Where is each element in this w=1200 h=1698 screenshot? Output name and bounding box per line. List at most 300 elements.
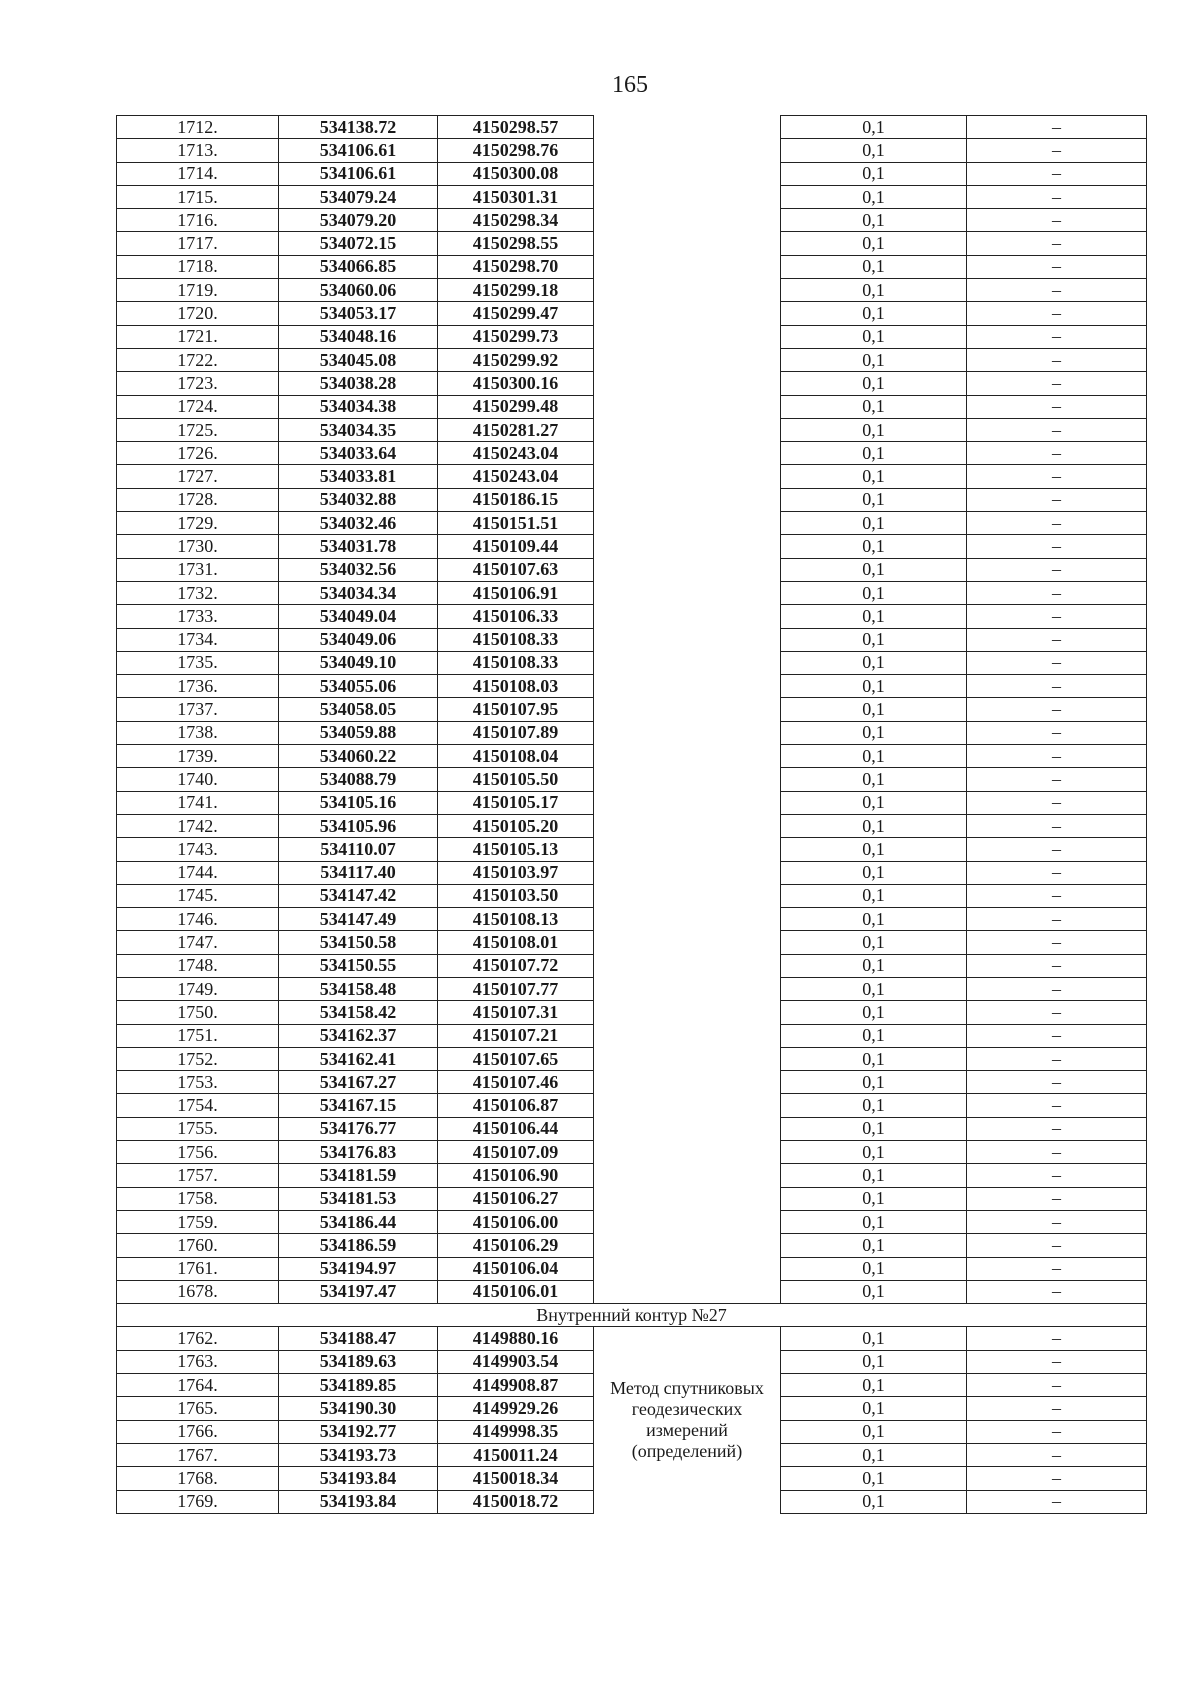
point-number: 1730. xyxy=(117,535,279,558)
coord-x: 534150.58 xyxy=(279,931,438,954)
page-number: 165 xyxy=(612,72,648,98)
note-dash: – xyxy=(967,325,1147,348)
note-dash: – xyxy=(967,1397,1147,1420)
coord-y: 4150107.95 xyxy=(438,698,594,721)
note-dash: – xyxy=(967,745,1147,768)
point-number: 1754. xyxy=(117,1094,279,1117)
coord-x: 534181.59 xyxy=(279,1164,438,1187)
note-dash: – xyxy=(967,1467,1147,1490)
point-number: 1765. xyxy=(117,1397,279,1420)
note-dash: – xyxy=(967,628,1147,651)
coord-x: 534186.59 xyxy=(279,1234,438,1257)
accuracy: 0,1 xyxy=(781,1117,967,1140)
accuracy: 0,1 xyxy=(781,1443,967,1466)
point-number: 1678. xyxy=(117,1280,279,1303)
accuracy: 0,1 xyxy=(781,1327,967,1350)
accuracy: 0,1 xyxy=(781,1467,967,1490)
accuracy: 0,1 xyxy=(781,465,967,488)
coord-x: 534048.16 xyxy=(279,325,438,348)
coord-x: 534034.34 xyxy=(279,581,438,604)
coord-x: 534032.56 xyxy=(279,558,438,581)
coord-y: 4150108.13 xyxy=(438,908,594,931)
point-number: 1761. xyxy=(117,1257,279,1280)
accuracy: 0,1 xyxy=(781,1024,967,1047)
coord-x: 534193.84 xyxy=(279,1490,438,1513)
note-dash: – xyxy=(967,372,1147,395)
point-number: 1750. xyxy=(117,1001,279,1024)
coord-x: 534034.38 xyxy=(279,395,438,418)
note-dash: – xyxy=(967,209,1147,232)
point-number: 1752. xyxy=(117,1047,279,1070)
point-number: 1768. xyxy=(117,1467,279,1490)
note-dash: – xyxy=(967,1001,1147,1024)
coord-y: 4150107.65 xyxy=(438,1047,594,1070)
accuracy: 0,1 xyxy=(781,884,967,907)
accuracy: 0,1 xyxy=(781,721,967,744)
coord-x: 534193.73 xyxy=(279,1443,438,1466)
note-dash: – xyxy=(967,116,1147,139)
accuracy: 0,1 xyxy=(781,139,967,162)
coord-x: 534197.47 xyxy=(279,1280,438,1303)
accuracy: 0,1 xyxy=(781,1094,967,1117)
coord-y: 4150103.50 xyxy=(438,884,594,907)
point-number: 1755. xyxy=(117,1117,279,1140)
note-dash: – xyxy=(967,768,1147,791)
coord-y: 4150106.00 xyxy=(438,1210,594,1233)
point-number: 1737. xyxy=(117,698,279,721)
accuracy: 0,1 xyxy=(781,768,967,791)
point-number: 1732. xyxy=(117,581,279,604)
accuracy: 0,1 xyxy=(781,1141,967,1164)
note-dash: – xyxy=(967,418,1147,441)
coord-x: 534186.44 xyxy=(279,1210,438,1233)
accuracy: 0,1 xyxy=(781,512,967,535)
accuracy: 0,1 xyxy=(781,1350,967,1373)
coord-y: 4149998.35 xyxy=(438,1420,594,1443)
coord-y: 4150018.72 xyxy=(438,1490,594,1513)
point-number: 1728. xyxy=(117,488,279,511)
point-number: 1718. xyxy=(117,255,279,278)
coord-x: 534158.48 xyxy=(279,977,438,1000)
coord-x: 534060.22 xyxy=(279,745,438,768)
accuracy: 0,1 xyxy=(781,1047,967,1070)
accuracy: 0,1 xyxy=(781,581,967,604)
note-dash: – xyxy=(967,535,1147,558)
accuracy: 0,1 xyxy=(781,838,967,861)
coord-y: 4150299.18 xyxy=(438,279,594,302)
note-dash: – xyxy=(967,1257,1147,1280)
accuracy: 0,1 xyxy=(781,628,967,651)
point-number: 1723. xyxy=(117,372,279,395)
note-dash: – xyxy=(967,1280,1147,1303)
coord-x: 534105.96 xyxy=(279,814,438,837)
accuracy: 0,1 xyxy=(781,255,967,278)
note-dash: – xyxy=(967,1210,1147,1233)
point-number: 1743. xyxy=(117,838,279,861)
table-row xyxy=(117,116,1147,139)
note-dash: – xyxy=(967,908,1147,931)
note-dash: – xyxy=(967,185,1147,208)
point-number: 1741. xyxy=(117,791,279,814)
coord-y: 4150107.31 xyxy=(438,1001,594,1024)
point-number: 1734. xyxy=(117,628,279,651)
point-number: 1725. xyxy=(117,418,279,441)
coord-x: 534033.81 xyxy=(279,465,438,488)
coord-y: 4150011.24 xyxy=(438,1443,594,1466)
coord-y: 4150107.72 xyxy=(438,954,594,977)
note-dash: – xyxy=(967,232,1147,255)
note-dash: – xyxy=(967,395,1147,418)
table-row xyxy=(117,1327,1147,1350)
note-dash: – xyxy=(967,1327,1147,1350)
coord-y: 4150107.46 xyxy=(438,1071,594,1094)
note-dash: – xyxy=(967,1141,1147,1164)
accuracy: 0,1 xyxy=(781,302,967,325)
point-number: 1726. xyxy=(117,442,279,465)
note-dash: – xyxy=(967,977,1147,1000)
accuracy: 0,1 xyxy=(781,1397,967,1420)
accuracy: 0,1 xyxy=(781,209,967,232)
point-number: 1717. xyxy=(117,232,279,255)
section-title: Внутренний контур №27 xyxy=(117,1304,1147,1327)
coord-x: 534147.49 xyxy=(279,908,438,931)
note-dash: – xyxy=(967,838,1147,861)
coord-y: 4150105.50 xyxy=(438,768,594,791)
point-number: 1744. xyxy=(117,861,279,884)
accuracy: 0,1 xyxy=(781,185,967,208)
coord-y: 4150105.20 xyxy=(438,814,594,837)
note-dash: – xyxy=(967,1490,1147,1513)
coord-y: 4150243.04 xyxy=(438,465,594,488)
point-number: 1764. xyxy=(117,1374,279,1397)
point-number: 1746. xyxy=(117,908,279,931)
note-dash: – xyxy=(967,884,1147,907)
accuracy: 0,1 xyxy=(781,348,967,371)
note-dash: – xyxy=(967,139,1147,162)
note-dash: – xyxy=(967,1420,1147,1443)
coord-x: 534034.35 xyxy=(279,418,438,441)
coord-y: 4150299.48 xyxy=(438,395,594,418)
section-row xyxy=(117,1304,1147,1327)
note-dash: – xyxy=(967,721,1147,744)
coord-y: 4150106.44 xyxy=(438,1117,594,1140)
coord-x: 534188.47 xyxy=(279,1327,438,1350)
coord-x: 534194.97 xyxy=(279,1257,438,1280)
coord-x: 534192.77 xyxy=(279,1420,438,1443)
point-number: 1716. xyxy=(117,209,279,232)
accuracy: 0,1 xyxy=(781,1001,967,1024)
accuracy: 0,1 xyxy=(781,861,967,884)
coord-y: 4150299.92 xyxy=(438,348,594,371)
coord-y: 4150108.33 xyxy=(438,651,594,674)
point-number: 1769. xyxy=(117,1490,279,1513)
accuracy: 0,1 xyxy=(781,1490,967,1513)
accuracy: 0,1 xyxy=(781,395,967,418)
note-dash: – xyxy=(967,651,1147,674)
point-number: 1720. xyxy=(117,302,279,325)
note-dash: – xyxy=(967,1164,1147,1187)
coord-y: 4150107.77 xyxy=(438,977,594,1000)
coord-y: 4150108.01 xyxy=(438,931,594,954)
coord-y: 4150106.04 xyxy=(438,1257,594,1280)
coord-x: 534060.06 xyxy=(279,279,438,302)
point-number: 1724. xyxy=(117,395,279,418)
accuracy: 0,1 xyxy=(781,1420,967,1443)
coord-x: 534088.79 xyxy=(279,768,438,791)
coord-y: 4149880.16 xyxy=(438,1327,594,1350)
coordinates-table xyxy=(116,115,1147,1514)
accuracy: 0,1 xyxy=(781,1257,967,1280)
point-number: 1733. xyxy=(117,605,279,628)
point-number: 1742. xyxy=(117,814,279,837)
coord-x: 534106.61 xyxy=(279,162,438,185)
accuracy: 0,1 xyxy=(781,1280,967,1303)
coord-x: 534055.06 xyxy=(279,675,438,698)
coord-y: 4150298.76 xyxy=(438,139,594,162)
accuracy: 0,1 xyxy=(781,1164,967,1187)
point-number: 1759. xyxy=(117,1210,279,1233)
note-dash: – xyxy=(967,931,1147,954)
accuracy: 0,1 xyxy=(781,535,967,558)
note-dash: – xyxy=(967,1094,1147,1117)
coord-y: 4150243.04 xyxy=(438,442,594,465)
coord-x: 534049.06 xyxy=(279,628,438,651)
coord-x: 534106.61 xyxy=(279,139,438,162)
coord-y: 4150186.15 xyxy=(438,488,594,511)
coord-y: 4150106.91 xyxy=(438,581,594,604)
note-dash: – xyxy=(967,1350,1147,1373)
coord-x: 534105.16 xyxy=(279,791,438,814)
coord-y: 4150105.17 xyxy=(438,791,594,814)
accuracy: 0,1 xyxy=(781,325,967,348)
point-number: 1715. xyxy=(117,185,279,208)
note-dash: – xyxy=(967,1047,1147,1070)
note-dash: – xyxy=(967,1234,1147,1257)
accuracy: 0,1 xyxy=(781,791,967,814)
note-dash: – xyxy=(967,954,1147,977)
accuracy: 0,1 xyxy=(781,1071,967,1094)
point-number: 1735. xyxy=(117,651,279,674)
coord-x: 534079.24 xyxy=(279,185,438,208)
coord-x: 534031.78 xyxy=(279,535,438,558)
coord-x: 534079.20 xyxy=(279,209,438,232)
coord-y: 4150018.34 xyxy=(438,1467,594,1490)
coord-x: 534049.10 xyxy=(279,651,438,674)
coord-y: 4150107.63 xyxy=(438,558,594,581)
note-dash: – xyxy=(967,1117,1147,1140)
coord-x: 534162.41 xyxy=(279,1047,438,1070)
note-dash: – xyxy=(967,302,1147,325)
accuracy: 0,1 xyxy=(781,605,967,628)
note-dash: – xyxy=(967,698,1147,721)
coord-y: 4150109.44 xyxy=(438,535,594,558)
note-dash: – xyxy=(967,1443,1147,1466)
note-dash: – xyxy=(967,558,1147,581)
note-dash: – xyxy=(967,1024,1147,1047)
point-number: 1747. xyxy=(117,931,279,954)
point-number: 1714. xyxy=(117,162,279,185)
note-dash: – xyxy=(967,605,1147,628)
coord-y: 4150106.27 xyxy=(438,1187,594,1210)
coord-x: 534189.63 xyxy=(279,1350,438,1373)
point-number: 1721. xyxy=(117,325,279,348)
coord-y: 4150106.90 xyxy=(438,1164,594,1187)
note-dash: – xyxy=(967,1374,1147,1397)
note-dash: – xyxy=(967,581,1147,604)
point-number: 1731. xyxy=(117,558,279,581)
coord-y: 4150298.55 xyxy=(438,232,594,255)
coord-x: 534176.77 xyxy=(279,1117,438,1140)
point-number: 1729. xyxy=(117,512,279,535)
coord-x: 534176.83 xyxy=(279,1141,438,1164)
point-number: 1758. xyxy=(117,1187,279,1210)
coord-x: 534167.15 xyxy=(279,1094,438,1117)
note-dash: – xyxy=(967,255,1147,278)
note-dash: – xyxy=(967,488,1147,511)
note-dash: – xyxy=(967,348,1147,371)
coord-x: 534190.30 xyxy=(279,1397,438,1420)
point-number: 1738. xyxy=(117,721,279,744)
point-number: 1762. xyxy=(117,1327,279,1350)
coord-y: 4150300.16 xyxy=(438,372,594,395)
method-text: Метод спутниковых геодезических измерений (определений) xyxy=(594,1327,781,1513)
accuracy: 0,1 xyxy=(781,1374,967,1397)
coord-y: 4149908.87 xyxy=(438,1374,594,1397)
point-number: 1749. xyxy=(117,977,279,1000)
point-number: 1751. xyxy=(117,1024,279,1047)
note-dash: – xyxy=(967,512,1147,535)
note-dash: – xyxy=(967,861,1147,884)
coord-y: 4150106.01 xyxy=(438,1280,594,1303)
accuracy: 0,1 xyxy=(781,488,967,511)
coord-x: 534058.05 xyxy=(279,698,438,721)
coord-x: 534117.40 xyxy=(279,861,438,884)
coord-y: 4150298.34 xyxy=(438,209,594,232)
coord-y: 4150108.33 xyxy=(438,628,594,651)
point-number: 1748. xyxy=(117,954,279,977)
point-number: 1736. xyxy=(117,675,279,698)
coord-x: 534150.55 xyxy=(279,954,438,977)
coord-x: 534167.27 xyxy=(279,1071,438,1094)
coord-x: 534158.42 xyxy=(279,1001,438,1024)
point-number: 1740. xyxy=(117,768,279,791)
point-number: 1722. xyxy=(117,348,279,371)
point-number: 1745. xyxy=(117,884,279,907)
coord-y: 4150281.27 xyxy=(438,418,594,441)
accuracy: 0,1 xyxy=(781,931,967,954)
note-dash: – xyxy=(967,465,1147,488)
coord-x: 534189.85 xyxy=(279,1374,438,1397)
accuracy: 0,1 xyxy=(781,675,967,698)
coord-x: 534162.37 xyxy=(279,1024,438,1047)
blank-column xyxy=(594,116,781,1304)
coord-y: 4150106.87 xyxy=(438,1094,594,1117)
coord-y: 4150299.47 xyxy=(438,302,594,325)
accuracy: 0,1 xyxy=(781,442,967,465)
coord-x: 534045.08 xyxy=(279,348,438,371)
coord-x: 534033.64 xyxy=(279,442,438,465)
coord-y: 4150298.70 xyxy=(438,255,594,278)
coord-x: 534032.88 xyxy=(279,488,438,511)
accuracy: 0,1 xyxy=(781,372,967,395)
point-number: 1713. xyxy=(117,139,279,162)
accuracy: 0,1 xyxy=(781,1210,967,1233)
accuracy: 0,1 xyxy=(781,418,967,441)
coord-x: 534038.28 xyxy=(279,372,438,395)
coord-y: 4150108.04 xyxy=(438,745,594,768)
note-dash: – xyxy=(967,442,1147,465)
coord-x: 534032.46 xyxy=(279,512,438,535)
point-number: 1756. xyxy=(117,1141,279,1164)
accuracy: 0,1 xyxy=(781,977,967,1000)
accuracy: 0,1 xyxy=(781,232,967,255)
coord-y: 4150299.73 xyxy=(438,325,594,348)
point-number: 1719. xyxy=(117,279,279,302)
note-dash: – xyxy=(967,791,1147,814)
coord-y: 4150151.51 xyxy=(438,512,594,535)
coord-x: 534193.84 xyxy=(279,1467,438,1490)
coord-x: 534138.72 xyxy=(279,116,438,139)
accuracy: 0,1 xyxy=(781,908,967,931)
coord-y: 4150301.31 xyxy=(438,185,594,208)
coord-y: 4149903.54 xyxy=(438,1350,594,1373)
coord-y: 4150103.97 xyxy=(438,861,594,884)
coord-y: 4150300.08 xyxy=(438,162,594,185)
accuracy: 0,1 xyxy=(781,954,967,977)
accuracy: 0,1 xyxy=(781,279,967,302)
accuracy: 0,1 xyxy=(781,745,967,768)
coord-y: 4150108.03 xyxy=(438,675,594,698)
point-number: 1753. xyxy=(117,1071,279,1094)
coord-x: 534053.17 xyxy=(279,302,438,325)
accuracy: 0,1 xyxy=(781,162,967,185)
point-number: 1739. xyxy=(117,745,279,768)
point-number: 1763. xyxy=(117,1350,279,1373)
point-number: 1760. xyxy=(117,1234,279,1257)
accuracy: 0,1 xyxy=(781,116,967,139)
coord-x: 534066.85 xyxy=(279,255,438,278)
accuracy: 0,1 xyxy=(781,1234,967,1257)
coord-y: 4150105.13 xyxy=(438,838,594,861)
point-number: 1767. xyxy=(117,1443,279,1466)
point-number: 1757. xyxy=(117,1164,279,1187)
point-number: 1766. xyxy=(117,1420,279,1443)
point-number: 1727. xyxy=(117,465,279,488)
coord-y: 4150106.29 xyxy=(438,1234,594,1257)
note-dash: – xyxy=(967,814,1147,837)
accuracy: 0,1 xyxy=(781,651,967,674)
note-dash: – xyxy=(967,162,1147,185)
coord-y: 4150107.89 xyxy=(438,721,594,744)
point-number: 1712. xyxy=(117,116,279,139)
coord-x: 534147.42 xyxy=(279,884,438,907)
coord-y: 4149929.26 xyxy=(438,1397,594,1420)
accuracy: 0,1 xyxy=(781,814,967,837)
note-dash: – xyxy=(967,279,1147,302)
coord-y: 4150107.09 xyxy=(438,1141,594,1164)
accuracy: 0,1 xyxy=(781,1187,967,1210)
note-dash: – xyxy=(967,1187,1147,1210)
coord-x: 534181.53 xyxy=(279,1187,438,1210)
coord-y: 4150107.21 xyxy=(438,1024,594,1047)
coord-x: 534072.15 xyxy=(279,232,438,255)
note-dash: – xyxy=(967,1071,1147,1094)
note-dash: – xyxy=(967,675,1147,698)
accuracy: 0,1 xyxy=(781,698,967,721)
accuracy: 0,1 xyxy=(781,558,967,581)
coord-y: 4150106.33 xyxy=(438,605,594,628)
coord-y: 4150298.57 xyxy=(438,116,594,139)
